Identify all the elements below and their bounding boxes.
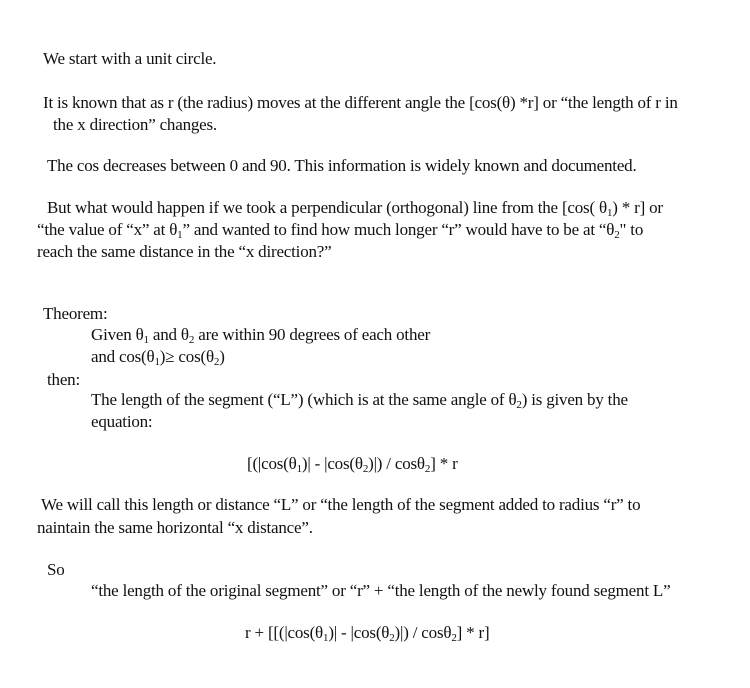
subscript: 1 — [177, 229, 183, 241]
conclusion-line: “the length of the original segment” or “r” + “the length of the newly found segment L” — [91, 581, 671, 600]
text-segment: ] * r — [430, 454, 458, 473]
paragraph-4-line-1: We will call this length or distance “L” or “the length of the segment added to radius “r” to — [41, 495, 641, 514]
text-segment: and θ — [148, 325, 189, 344]
subscript: 2 — [213, 356, 220, 368]
subscript: 2 — [516, 399, 522, 411]
subscript: 1 — [154, 356, 160, 368]
text-segment: ) — [219, 347, 225, 366]
theorem-condition-line — [91, 346, 225, 368]
text-segment: and cos(θ — [91, 347, 155, 366]
subscript: 1 — [143, 334, 149, 346]
text-segment: “the value of “x” at θ — [37, 220, 178, 239]
paragraph-2-line-1: The cos decreases between 0 and 90. This information is widely known and documented. — [47, 156, 637, 175]
subscript: 2 — [389, 632, 395, 644]
subscript: 1 — [606, 207, 613, 219]
theorem-equation-label: equation: — [91, 412, 153, 431]
theorem-formula — [247, 453, 458, 475]
theorem-given-line — [91, 324, 430, 346]
text-segment: )|) / cosθ — [368, 454, 425, 473]
subscript: 2 — [451, 632, 457, 644]
conclusion-formula — [245, 622, 489, 644]
subscript: 2 — [362, 463, 369, 475]
text-segment: Given θ — [91, 325, 144, 344]
paragraph-1-line-2: the x direction” changes. — [53, 115, 217, 134]
text-segment: ) is given by the — [521, 390, 628, 409]
text-segment: r + [[(|cos(θ — [245, 623, 324, 642]
text-segment: are within 90 degrees of each other — [194, 325, 431, 344]
theorem-then: then: — [47, 370, 80, 389]
text-segment: ] * r] — [456, 623, 490, 642]
text-segment: )|) / cosθ — [394, 623, 452, 642]
text-segment: But what would happen if we took a perpendicular (orthogonal) line from the [cos( θ — [47, 198, 607, 217]
paragraph-3-line-1 — [47, 197, 663, 219]
text-segment: The length of the segment (“L”) (which is at the same angle of θ — [91, 390, 517, 409]
paragraph-3-line-3: reach the same distance in the “x direction?” — [37, 242, 332, 261]
paragraph-4-line-2: naintain the same horizontal “x distance”. — [37, 518, 313, 537]
text-segment: ” and wanted to find how much longer “r” would have to be at “θ — [182, 220, 615, 239]
text-segment: ) * r] or — [612, 198, 663, 217]
subscript: 2 — [614, 229, 620, 241]
subscript: 1 — [323, 632, 329, 644]
paragraph-3-line-2 — [37, 219, 643, 241]
theorem-length-line — [91, 389, 628, 411]
subscript: 2 — [424, 463, 431, 475]
paragraph-1-line-1: It is known that as r (the radius) moves at the different angle the [cos(θ) *r] or “the length of r in — [43, 93, 678, 112]
intro-line: We start with a unit circle. — [43, 49, 217, 68]
subscript: 1 — [296, 463, 302, 475]
text-segment: )| - |cos(θ — [301, 454, 363, 473]
conclusion-so: So — [47, 560, 65, 579]
text-segment: [(|cos(θ — [247, 454, 297, 473]
text-segment: " to — [619, 220, 644, 239]
text-segment: )| - |cos(θ — [328, 623, 390, 642]
subscript: 2 — [188, 334, 195, 346]
text-segment: )≥ cos(θ — [159, 347, 214, 366]
theorem-heading: Theorem: — [43, 304, 108, 323]
